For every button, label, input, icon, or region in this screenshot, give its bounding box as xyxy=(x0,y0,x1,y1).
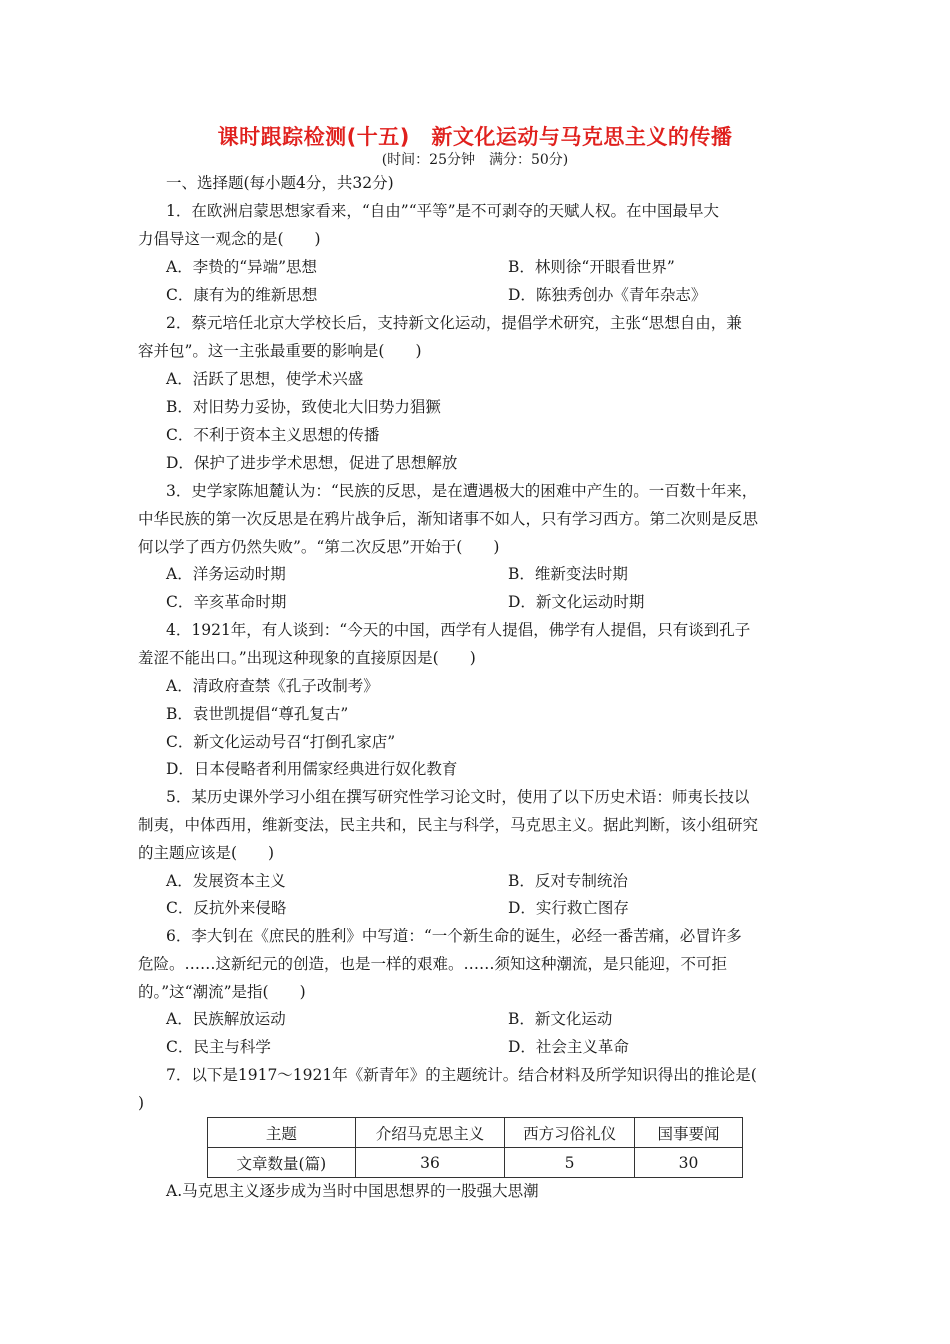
question-2-line-2: 容并包”。这一主张最重要的影响是( ) xyxy=(138,342,422,360)
table-cell: 30 xyxy=(634,1148,742,1178)
question-4-option-b: B．袁世凯提倡“尊孔复古” xyxy=(166,705,349,723)
question-7-option-a: A.马克思主义逐步成为当时中国思想界的一股强大思潮 xyxy=(166,1182,539,1200)
question-1-line-1: 1．在欧洲启蒙思想家看来，“自由”“平等”是不可剥夺的天赋人权。在中国最早大 xyxy=(166,202,720,220)
question-6-option-b: B．新文化运动 xyxy=(508,1010,613,1028)
table-header-cell: 西方习俗礼仪 xyxy=(505,1118,635,1148)
section-heading: 一、选择题(每小题4分，共32分) xyxy=(166,174,394,192)
table-header-row xyxy=(208,1118,743,1148)
question-3-line-2: 中华民族的第一次反思是在鸦片战争后，渐知诸事不如人，只有学习西方。第二次则是反思 xyxy=(138,510,759,528)
question-1-option-d: D．陈独秀创办《青年杂志》 xyxy=(508,286,707,304)
question-3-line-3: 何以学了西方仍然失败”。“第二次反思”开始于( ) xyxy=(138,538,500,556)
question-2-option-d: D．保护了进步学术思想，促进了思想解放 xyxy=(166,454,458,472)
question-6-line-3: 的。”这“潮流”是指( ) xyxy=(138,983,306,1001)
question-2-line-1: 2．蔡元培任北京大学校长后，支持新文化运动，提倡学术研究，主张“思想自由，兼 xyxy=(166,314,742,332)
question-7-line-2: ) xyxy=(138,1094,145,1112)
question-5-line-3: 的主题应该是( ) xyxy=(138,844,275,862)
table-cell: 36 xyxy=(355,1148,505,1178)
page-subtitle: (时间：25分钟 满分：50分) xyxy=(381,152,569,168)
question-4-option-a: A．清政府查禁《孔子改制考》 xyxy=(166,677,379,695)
question-1-option-a: A．李贽的“异端”思想 xyxy=(166,258,318,276)
question-4-option-d: D．日本侵略者利用儒家经典进行奴化教育 xyxy=(166,760,458,778)
question-3-option-d: D．新文化运动时期 xyxy=(508,593,645,611)
table-cell: 5 xyxy=(505,1148,635,1178)
question-5-line-1: 5．某历史课外学习小组在撰写研究性学习论文时，使用了以下历史术语：师夷长技以 xyxy=(166,788,750,806)
table-header-cell: 主题 xyxy=(208,1118,356,1148)
question-5-option-a: A．发展资本主义 xyxy=(166,872,286,890)
table-cell: 文章数量(篇) xyxy=(208,1148,356,1178)
question-5-option-b: B．反对专制统治 xyxy=(508,872,628,890)
question-6-option-a: A．民族解放运动 xyxy=(166,1010,286,1028)
question-3-option-a: A．洋务运动时期 xyxy=(166,565,286,583)
question-6-option-c: C．民主与科学 xyxy=(166,1038,271,1056)
question-5-option-c: C．反抗外来侵略 xyxy=(166,899,287,917)
question-1-option-c: C．康有为的维新思想 xyxy=(166,286,318,304)
question-5-option-d: D．实行救亡图存 xyxy=(508,899,629,917)
question-3-line-1: 3．史学家陈旭麓认为：“民族的反思，是在遭遇极大的困难中产生的。一百数十年来， xyxy=(166,482,758,500)
table-header-cell: 介绍马克思主义 xyxy=(355,1118,505,1148)
question-4-line-1: 4．1921年，有人谈到：“今天的中国，西学有人提倡，佛学有人提倡，只有谈到孔子 xyxy=(166,621,751,639)
question-2-option-b: B．对旧势力妥协，致使北大旧势力猖獗 xyxy=(166,398,441,416)
question-4-option-c: C．新文化运动号召“打倒孔家店” xyxy=(166,733,396,751)
question-1-option-b: B．林则徐“开眼看世界” xyxy=(508,258,675,276)
question-7-line-1: 7．以下是1917～1921年《新青年》的主题统计。结合材料及所学知识得出的推论是( xyxy=(166,1066,757,1084)
question-4-line-2: 羞涩不能出口。”出现这种现象的直接原因是( ) xyxy=(138,649,476,667)
question-6-line-1: 6．李大钊在《庶民的胜利》中写道：“一个新生命的诞生，必经一番苦痛，必冒许多 xyxy=(166,927,742,945)
question-6-line-2: 危险。……这新纪元的创造，也是一样的艰难。……须知这种潮流，是只能迎，不可拒 xyxy=(138,955,728,973)
table-header-cell: 国事要闻 xyxy=(634,1118,742,1148)
page-title: 课时跟踪检测(十五) 新文化运动与马克思主义的传播 xyxy=(217,125,733,149)
statistics-table xyxy=(207,1117,743,1178)
table-row xyxy=(208,1148,743,1178)
question-3-option-b: B．维新变法时期 xyxy=(508,565,628,583)
question-6-option-d: D．社会主义革命 xyxy=(508,1038,629,1056)
question-3-option-c: C．辛亥革命时期 xyxy=(166,593,287,611)
question-5-line-2: 制夷，中体西用，维新变法，民主共和，民主与科学，马克思主义。据此判断，该小组研究 xyxy=(138,816,759,834)
question-2-option-a: A．活跃了思想，使学术兴盛 xyxy=(166,370,364,388)
question-1-line-2: 力倡导这一观念的是( ) xyxy=(138,230,321,248)
question-2-option-c: C．不利于资本主义思想的传播 xyxy=(166,426,380,444)
